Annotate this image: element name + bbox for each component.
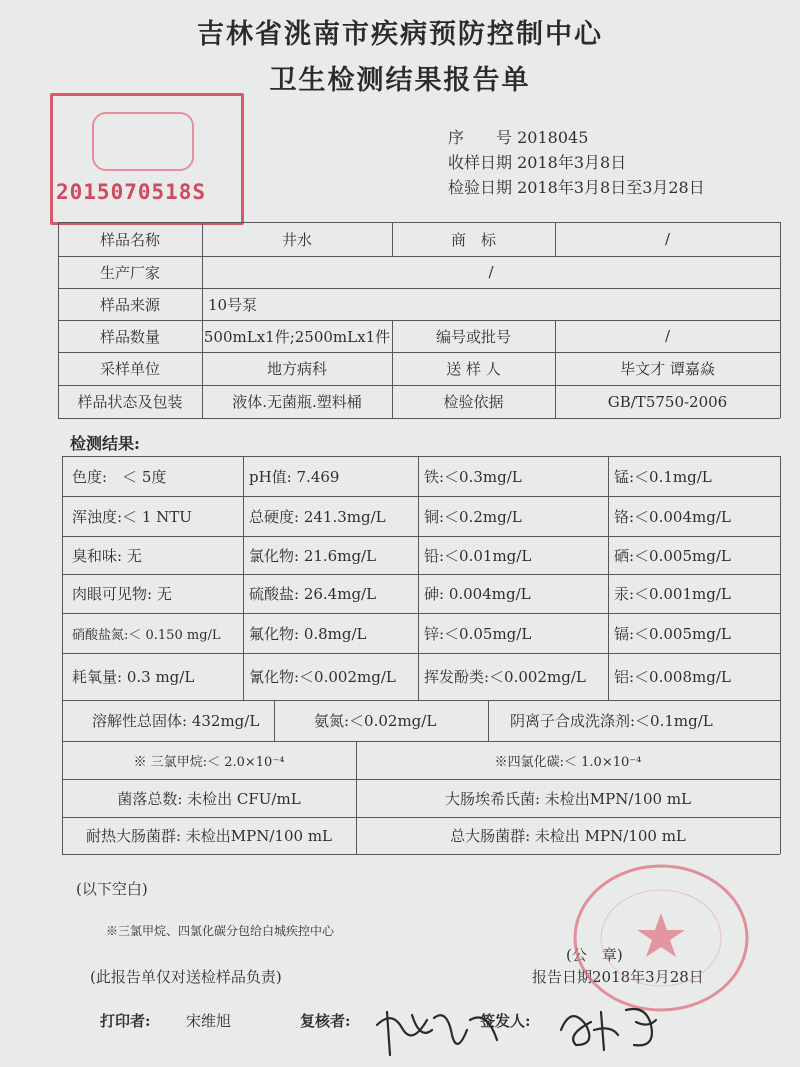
source-value: 10号泵 — [208, 295, 258, 314]
result-selenium: 硒:＜0.005mg/L — [614, 546, 731, 565]
result-manganese: 锰:＜0.1mg/L — [614, 467, 712, 486]
reviewer-signature — [372, 1000, 502, 1060]
result-chloride: 氯化物: 21.6mg/L — [249, 546, 377, 565]
result-thermotolerant-coliforms: 耐热大肠菌群: 未检出MPN/100 mL — [85, 827, 333, 845]
test-value: 2018年3月8日至3月28日 — [517, 178, 705, 197]
serial-label: 序 号 — [448, 128, 513, 147]
result-total-coliforms: 总大肠菌群: 未检出 MPN/100 mL — [450, 827, 686, 845]
source-label: 样品来源 — [99, 295, 160, 314]
printer-name: 宋维旭 — [186, 1012, 232, 1030]
result-aluminum: 铝:＜0.008mg/L — [614, 668, 731, 686]
sampling-unit-value: 地方病科 — [266, 360, 327, 378]
test-date-line — [448, 175, 705, 198]
result-chloroform: ※ 三氯甲烷:＜ 2.0×10⁻⁴ — [133, 754, 285, 770]
sender-value: 毕文才 谭嘉焱 — [620, 360, 715, 378]
result-zinc: 锌:＜0.05mg/L — [424, 624, 532, 643]
result-cadmium: 镉:＜0.005mg/L — [614, 624, 731, 643]
basis-label: 检验依据 — [443, 393, 504, 411]
sample-name-value: 井水 — [281, 230, 312, 249]
result-iron: 铁:＜0.3mg/L — [424, 467, 522, 486]
results-heading: 检测结果: — [70, 434, 140, 453]
result-color: 色度: ＜ 5度 — [72, 467, 167, 486]
seal-star-icon — [637, 913, 685, 957]
responsibility-note: (此报告单仅对送检样品负责) — [90, 968, 282, 986]
stamp-number: 2015070518S — [56, 180, 207, 204]
result-sulfate: 硫酸盐: 26.4mg/L — [249, 585, 377, 603]
issuer-signature — [556, 1000, 666, 1055]
quantity-label: 样品数量 — [99, 327, 160, 346]
result-ammonia-nitrogen: 氨氮:＜0.02mg/L — [314, 712, 437, 730]
result-chromium: 铬:＜0.004mg/L — [614, 507, 731, 526]
received-value: 2018年3月8日 — [517, 153, 627, 172]
subcontract-note: ※三氯甲烷、四氯化碳分包给白城疾控中心 — [106, 924, 335, 938]
result-cyanide: 氰化物:＜0.002mg/L — [249, 668, 396, 686]
result-turbidity: 浑浊度:＜ 1 NTU — [72, 507, 192, 526]
lot-label: 编号或批号 — [435, 327, 511, 346]
result-volatile-phenols: 挥发酚类:＜0.002mg/L — [424, 668, 586, 686]
maker-value: / — [488, 263, 494, 281]
result-total-dissolved-solids: 溶解性总固体: 432mg/L — [92, 712, 260, 730]
blank-below-note: (以下空白) — [76, 880, 148, 898]
test-label: 检验日期 — [448, 178, 513, 197]
report-title: 卫生检测结果报告单 — [269, 65, 531, 96]
result-hardness: 总硬度: 241.3mg/L — [249, 507, 386, 526]
sampling-unit-label: 采样单位 — [99, 360, 160, 378]
sample-state-label: 样品状态及包装 — [77, 393, 183, 411]
serial-line — [448, 125, 588, 148]
sample-name-label: 样品名称 — [99, 230, 160, 249]
sender-label: 送 样 人 — [446, 360, 501, 378]
result-ph: pH值: 7.469 — [249, 467, 340, 486]
result-arsenic: 砷: 0.004mg/L — [424, 585, 531, 603]
result-anionic-detergent: 阴离子合成洗涤剂:＜0.1mg/L — [510, 712, 713, 730]
lot-value: / — [664, 327, 671, 345]
result-e-coli: 大肠埃希氏菌: 未检出MPN/100 mL — [444, 789, 692, 808]
received-date-line — [448, 150, 626, 173]
quantity-value: 500mLx1件;2500mLx1件 — [203, 327, 391, 346]
organization-title: 吉林省洮南市疾病预防控制中心 — [197, 19, 603, 50]
official-seal — [566, 858, 756, 1018]
seal-label: (公 章) — [566, 946, 623, 964]
stamp-inner-emblem — [92, 112, 194, 171]
result-nitrate: 硝酸盐氮:＜ 0.150 mg/L — [72, 627, 221, 643]
sample-state-value: 液体.无菌瓶.塑料桶 — [232, 393, 362, 411]
basis-value: GB/T5750-2006 — [607, 392, 728, 411]
result-fluoride: 氟化物: 0.8mg/L — [249, 624, 367, 643]
result-odor: 臭和味: 无 — [72, 546, 142, 565]
issuer-label: 签发人: — [480, 1012, 531, 1030]
brand-value: / — [664, 230, 671, 248]
result-carbon-tetrachloride: ※四氯化碳:＜ 1.0×10⁻⁴ — [494, 754, 642, 770]
printer-label: 打印者: — [100, 1012, 151, 1030]
result-visible-matter: 肉眼可见物: 无 — [72, 585, 172, 603]
result-oxygen-consumption: 耗氧量: 0.3 mg/L — [72, 668, 195, 686]
received-label: 收样日期 — [448, 153, 513, 172]
result-lead: 铅:＜0.01mg/L — [424, 546, 532, 565]
brand-label: 商 标 — [450, 230, 496, 249]
result-total-bacteria: 菌落总数: 未检出 CFU/mL — [117, 789, 301, 808]
serial-value: 2018045 — [517, 128, 589, 147]
result-copper: 铜:＜0.2mg/L — [424, 507, 522, 526]
reviewer-label: 复核者: — [300, 1012, 351, 1030]
report-date: 报告日期2018年3月28日 — [532, 968, 704, 986]
maker-label: 生产厂家 — [99, 263, 160, 282]
result-mercury: 汞:＜0.001mg/L — [614, 585, 731, 603]
